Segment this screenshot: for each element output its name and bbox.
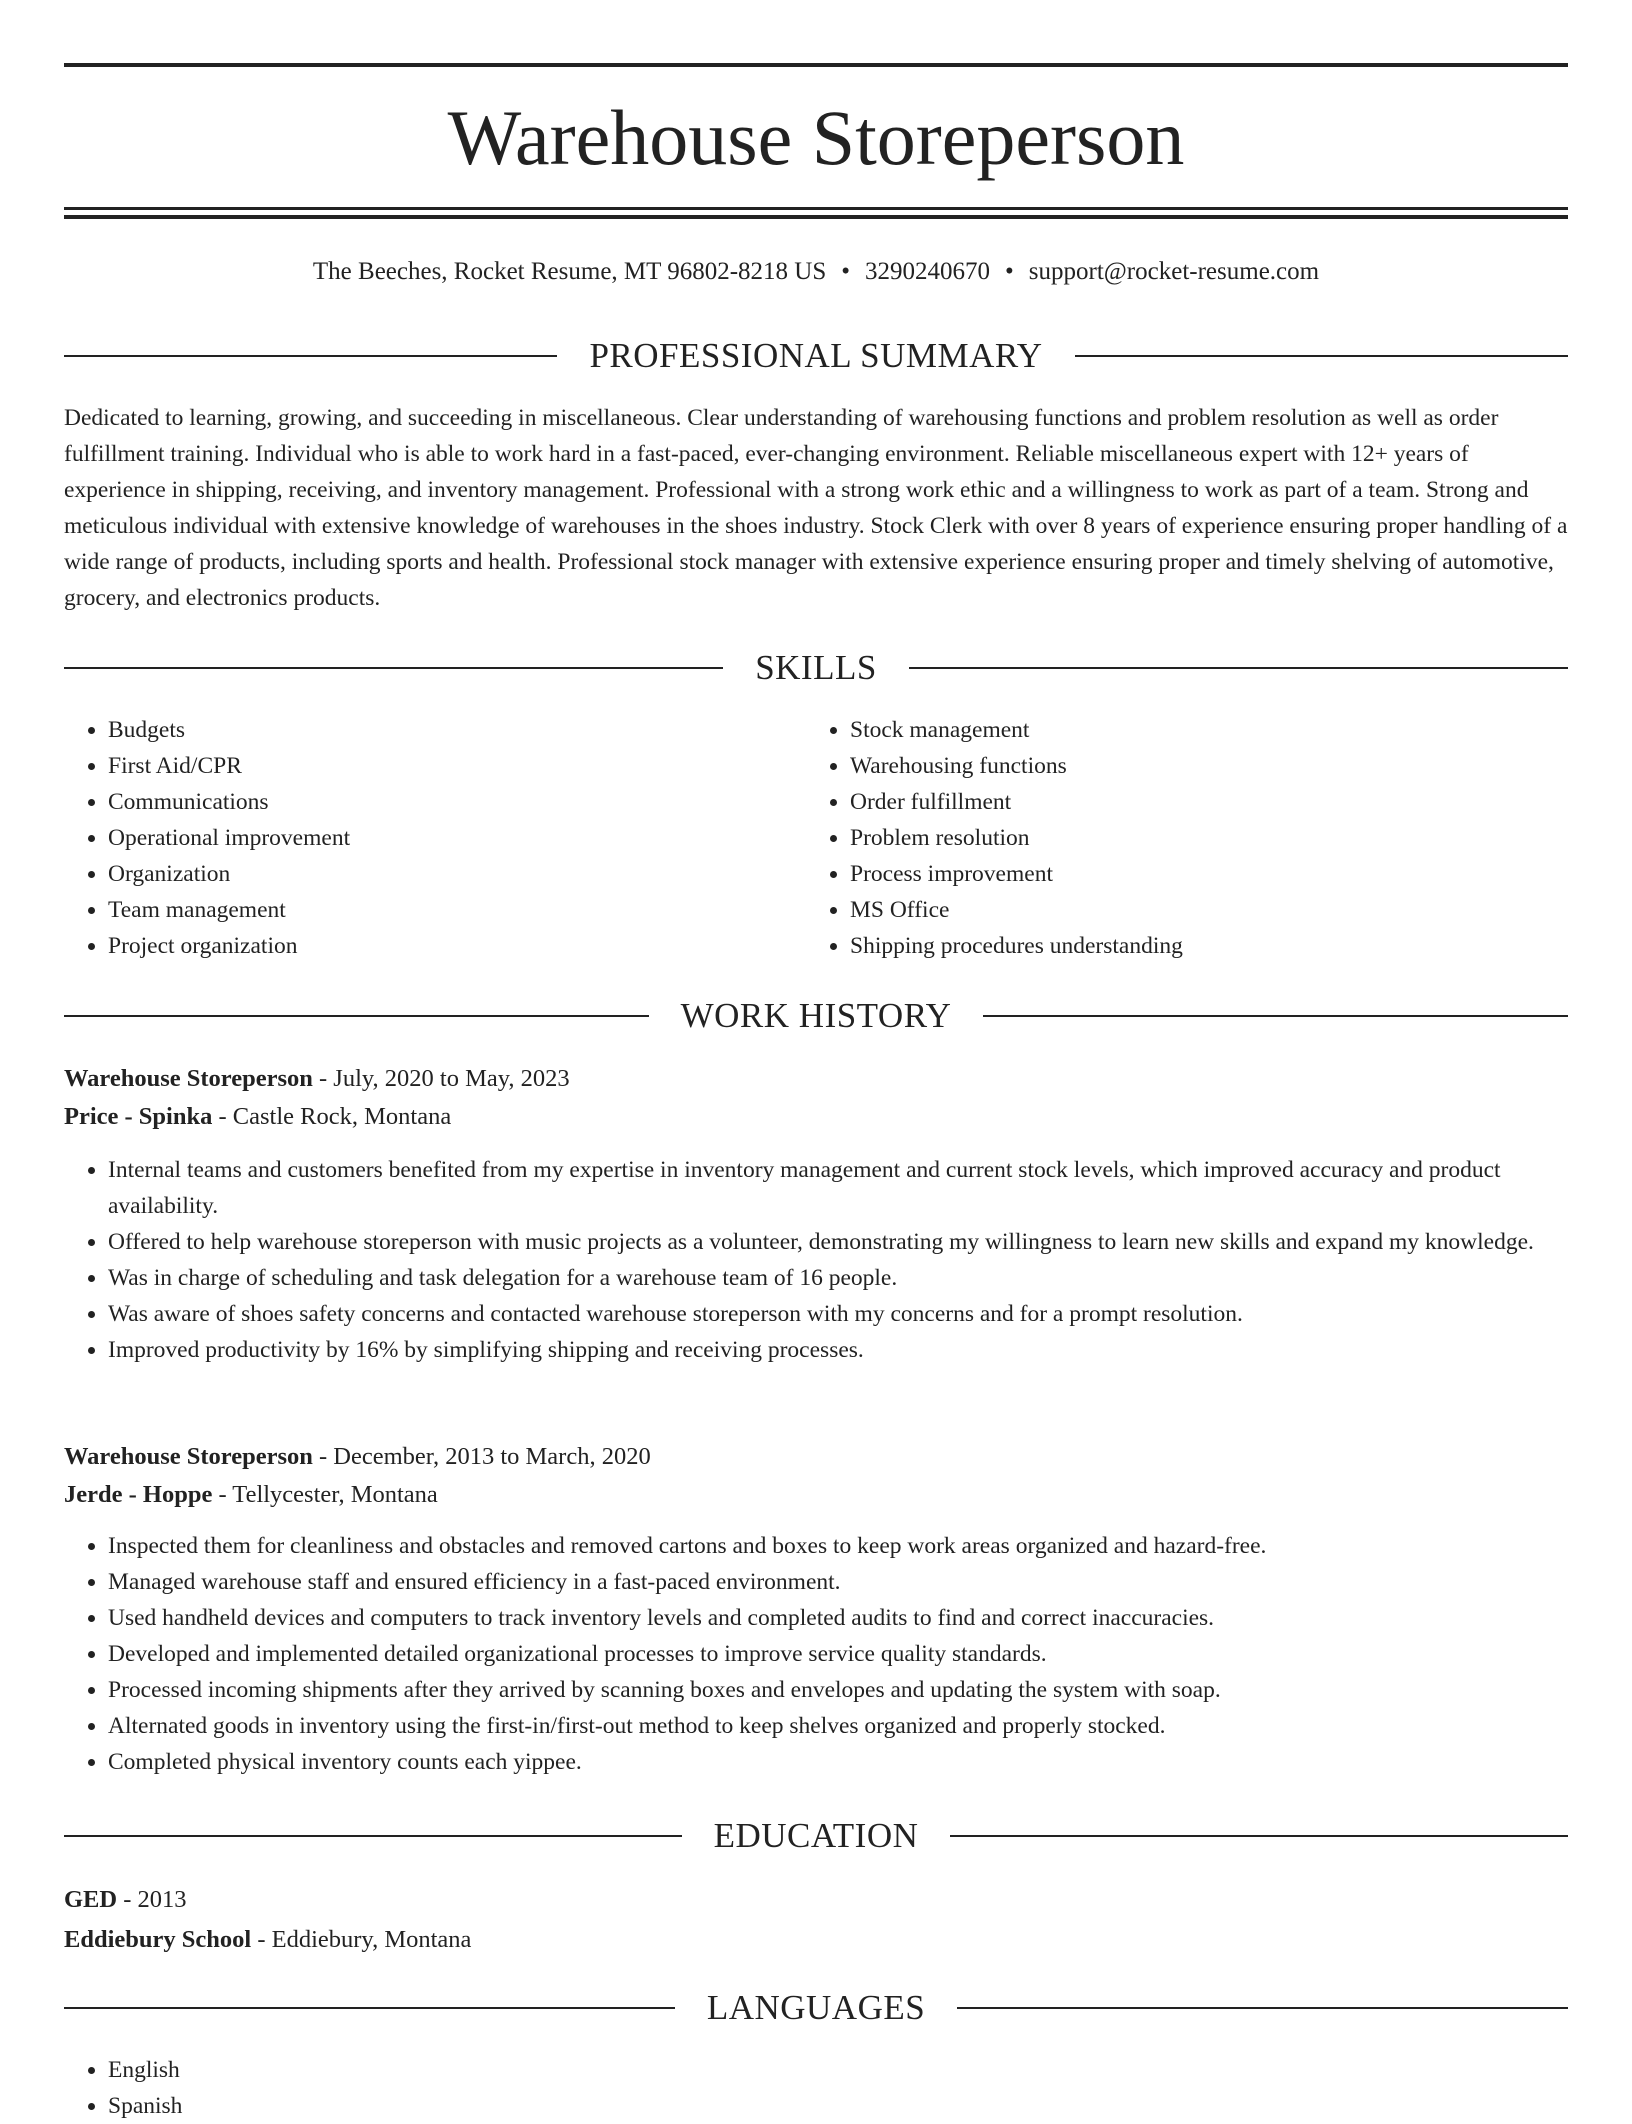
header-double-rule-top — [64, 207, 1568, 210]
languages-section-header — [64, 1984, 1568, 2032]
header-top-rule — [64, 63, 1568, 67]
skill-item: • Project organization — [108, 928, 764, 964]
job-bullet: • Was aware of shoes safety concerns and contacted warehouse storeperson with my concerns and for a prompt resolution. — [108, 1296, 1568, 1332]
job-bullet: • Improved productivity by 16% by simplifying shipping and receiving processes. — [108, 1332, 1568, 1368]
job-bullet: • Developed and implemented detailed organizational processes to improve service quality standards. — [108, 1636, 1568, 1672]
skill-item: • Shipping procedures understanding — [850, 928, 1506, 964]
education-year: - 2013 — [117, 1886, 187, 1913]
section-rule-right — [1075, 355, 1568, 357]
job-entry — [64, 1438, 1568, 1780]
skills-list-right — [806, 712, 1506, 964]
skill-item: • Team management — [108, 892, 764, 928]
skill-item: • Stock management — [850, 712, 1506, 748]
job-bullet: • Internal teams and customers benefited from my expertise in inventory management and current stock levels, which improved accuracy and product availability. — [108, 1152, 1568, 1224]
education-degree-line — [64, 1880, 1568, 1920]
section-rule-right — [957, 2007, 1568, 2009]
skill-item: • Communications — [108, 784, 764, 820]
education-location: - Eddiebury, Montana — [251, 1926, 472, 1953]
section-rule-right — [983, 1015, 1568, 1017]
skills-list-left — [64, 712, 764, 964]
contact-line — [0, 254, 1632, 290]
education-heading: EDUCATION — [713, 1816, 919, 1855]
job-bullet: • Offered to help warehouse storeperson with music projects as a volunteer, demonstrating my willingness to learn new skills and expand my knowledge. — [108, 1224, 1568, 1260]
job-company-line — [64, 1098, 1568, 1136]
education-entry — [64, 1880, 1568, 1960]
job-company-line — [64, 1476, 1568, 1514]
contact-separator: • — [841, 258, 851, 285]
job-location: - Castle Rock, Montana — [212, 1103, 452, 1130]
skills-column-left — [64, 712, 764, 964]
header-double-rule-bottom — [64, 215, 1568, 219]
job-title: Warehouse Storeperson — [64, 1443, 313, 1470]
skills-heading: SKILLS — [755, 648, 877, 687]
language-item: • Spanish — [108, 2088, 1568, 2124]
work-section-header — [64, 992, 1568, 1040]
education-section-header — [64, 1812, 1568, 1860]
skill-item: • Organization — [108, 856, 764, 892]
section-rule-left — [64, 2007, 675, 2009]
education-school: Eddiebury School — [64, 1926, 252, 1953]
skill-item: • MS Office — [850, 892, 1506, 928]
languages-list-wrapper — [64, 2052, 1568, 2124]
work-heading: WORK HISTORY — [680, 996, 952, 1035]
job-dates: - December, 2013 to March, 2020 — [312, 1443, 651, 1470]
job-title-line — [64, 1060, 1568, 1098]
education-degree: GED — [64, 1886, 118, 1913]
job-location: - Tellycester, Montana — [212, 1481, 438, 1508]
skill-item: • Process improvement — [850, 856, 1506, 892]
section-rule-left — [64, 1015, 649, 1017]
languages-heading: LANGUAGES — [706, 1988, 926, 2027]
skills-section-header — [64, 644, 1568, 692]
job-bullet: • Inspected them for cleanliness and obstacles and removed cartons and boxes to keep work areas organized and hazard-free. — [108, 1528, 1568, 1564]
skill-item: • Problem resolution — [850, 820, 1506, 856]
education-school-line — [64, 1920, 1568, 1960]
job-bullet: • Managed warehouse staff and ensured efficiency in a fast-paced environment. — [108, 1564, 1568, 1600]
job-title-line — [64, 1438, 1568, 1476]
contact-email: support@rocket-resume.com — [1028, 258, 1320, 285]
languages-list — [64, 2052, 1568, 2124]
job-entry — [64, 1060, 1568, 1368]
section-rule-right — [950, 1835, 1568, 1837]
job-bullets — [64, 1152, 1568, 1368]
skills-column-right — [806, 712, 1506, 964]
skill-item: • Budgets — [108, 712, 764, 748]
contact-separator: • — [1005, 258, 1014, 285]
summary-text: Dedicated to learning, growing, and succeeding in miscellaneous. Clear understanding of warehousing functions and problem resolution as well as order fulfillment training. Individual who is able to work hard in a fast-paced, ever-changing environment. Reliable miscellaneous expert with 12+ years of experience in shipping, receiving, and inventory management. Professional with a strong work ethic and a willingness to work as part of a team. Strong and meticulous individual with extensive knowledge of warehouses in the shoes industry. Stock Clerk with over 8 years of experience ensuring proper handling of a wide range of products, including sports and health. Professional stock manager with extensive experience ensuring proper and timely shelving of automotive, grocery, and electronics products. — [64, 405, 1568, 611]
skill-item: • Operational improvement — [108, 820, 764, 856]
language-item: • English — [108, 2052, 1568, 2088]
job-bullet: • Completed physical inventory counts each yippee. — [108, 1744, 1568, 1780]
job-title: Warehouse Storeperson — [64, 1065, 313, 1092]
job-bullets — [64, 1528, 1568, 1780]
job-company: Price - Spinka — [64, 1103, 213, 1130]
skill-item: • Order fulfillment — [850, 784, 1506, 820]
job-bullet: • Was in charge of scheduling and task delegation for a warehouse team of 16 people. — [108, 1260, 1568, 1296]
skill-item: • First Aid/CPR — [108, 748, 764, 784]
page-title: Warehouse Storeperson — [447, 94, 1185, 181]
section-rule-left — [64, 1835, 682, 1837]
job-bullet: • Processed incoming shipments after they arrived by scanning boxes and envelopes and updating the system with soap. — [108, 1672, 1568, 1708]
contact-address: The Beeches, Rocket Resume, MT 96802-8218 US — [312, 258, 827, 285]
job-bullet: • Alternated goods in inventory using the first-in/first-out method to keep shelves organized and properly stocked. — [108, 1708, 1568, 1744]
skill-item: • Warehousing functions — [850, 748, 1506, 784]
job-bullet: • Used handheld devices and computers to track inventory levels and completed audits to find and correct inaccuracies. — [108, 1600, 1568, 1636]
contact-phone: 3290240670 — [865, 258, 991, 285]
job-dates: - July, 2020 to May, 2023 — [312, 1065, 570, 1092]
section-rule-left — [64, 355, 557, 357]
summary-heading: PROFESSIONAL SUMMARY — [589, 336, 1043, 375]
section-rule-left — [64, 667, 723, 669]
section-rule-right — [909, 667, 1568, 669]
summary-section-header — [64, 332, 1568, 380]
job-company: Jerde - Hoppe — [64, 1481, 213, 1508]
